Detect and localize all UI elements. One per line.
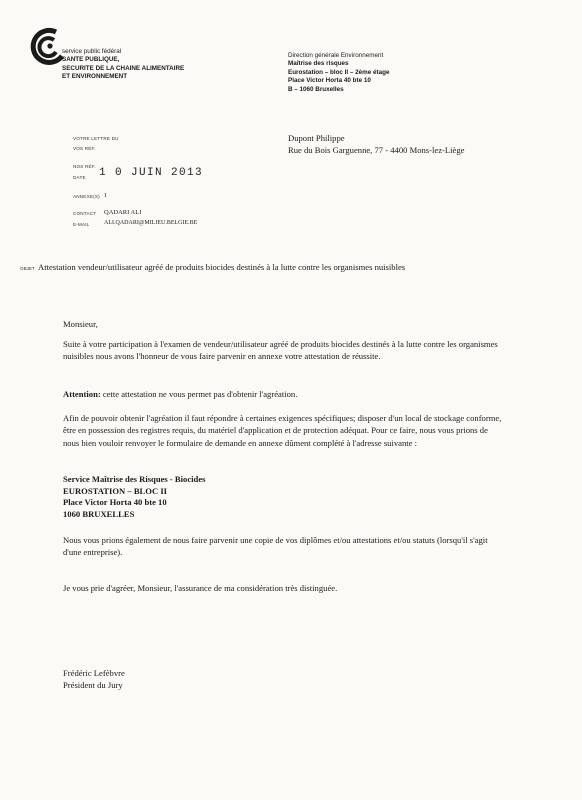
paragraph-text: Suite à votre participation à l'examen de vendeur/utilisateur agréé de produits biocides destinés à la lutte contre les organismes nuisibles nous avons l'honneur de vous faire parvenir en annexe votre attestation de réussite. <box>63 339 498 362</box>
salutation: Monsieur, <box>63 319 98 329</box>
vos-ref-label: VOS RÉF. <box>73 146 96 151</box>
spf-logo-icon <box>26 26 66 70</box>
recipient-address: Rue du Bois Garguenne, 77 - 4400 Mons-lez-Liège <box>288 145 465 155</box>
service-address-line: Service Maîtrise des Risques - Biocides <box>63 474 206 484</box>
paragraph <box>63 534 503 559</box>
attention-paragraph <box>63 388 503 400</box>
nos-ref-label: NOS RÉF. <box>73 164 96 169</box>
service-address <box>63 474 503 520</box>
service-address-line: 1060 BRUXELLES <box>63 508 135 519</box>
signature-name: Frédéric Lefèbvre <box>63 668 125 678</box>
paragraph <box>63 338 503 363</box>
attention-label: Attention: <box>63 389 101 399</box>
signature <box>63 668 125 691</box>
paragraph <box>63 412 503 449</box>
org-line-4: ET ENVIRONNEMENT <box>62 73 128 81</box>
recipient-name: Dupont Philippe <box>288 133 345 143</box>
closing <box>63 582 503 594</box>
email-label: E-MAIL <box>73 222 90 227</box>
service-address-line: Place Victor Horta 40 bte 10 <box>63 497 167 508</box>
contact-label: CONTACT <box>73 211 97 216</box>
org-line-3: SECURITE DE LA CHAINE ALIMENTAIRE <box>62 64 185 72</box>
date-stamp: 1 0 JUIN 2013 <box>99 167 204 179</box>
subject-label: OBJET <box>20 266 35 271</box>
service-address-line: EUROSTATION – BLOC II <box>63 485 168 496</box>
date-label: DATE <box>73 175 86 180</box>
organization-name <box>62 48 184 82</box>
annexes-label: ANNEXE(S) <box>73 194 100 199</box>
votre-lettre-label: VOTRE LETTRE DU <box>73 136 119 141</box>
org-line-2: SANTE PUBLIQUE, <box>62 56 120 64</box>
recipient <box>288 132 464 156</box>
address-line: B – 1060 Bruxelles <box>288 85 344 93</box>
paragraph-text: Nous vous prions également de nous faire parvenir une copie de vos diplômes et/ou attestations et/ou statuts (lorsqu'il s'agit d'une entreprise). <box>63 535 488 558</box>
address-line: Direction générale Environnement <box>288 52 384 59</box>
contact-value: QADARI ALI <box>104 209 142 216</box>
paragraph-text: Afin de pouvoir obtenir l'agréation il faut répondre à certaines exigences spécifiques; disposer d'un local de stockage conforme, être en possession des registres requis, du matériel d'application et de protection adéquat. Pour ce faire, nous vous prions de nous bien vouloir renvoyer le formulaire de demande en annexe dûment complété à l'adresse suivante : <box>63 413 502 448</box>
signature-title: Président du Jury <box>63 679 123 690</box>
attention-text: cette attestation ne vous permet pas d'obtenir l'agréation. <box>100 389 298 399</box>
subject-text: Attestation vendeur/utilisateur agréé de produits biocides destinés à la lutte contre les organismes nuisibles <box>38 262 406 272</box>
closing-text: Je vous prie d'agréer, Monsieur, l'assurance de ma considération très distinguée. <box>63 583 338 593</box>
address-line: Eurostation – bloc II – 2ème étage <box>288 68 390 76</box>
sender-address <box>288 52 389 94</box>
annexes-value: 1 <box>104 192 108 199</box>
address-line: Maîtrise des risques <box>288 60 349 68</box>
org-line-1: service public fédéral <box>62 48 122 55</box>
address-line: Place Victor Horta 40 bte 10 <box>288 77 371 85</box>
email-value: ALI.QADARI@MILIEU.BELGIE.BE <box>104 220 198 226</box>
